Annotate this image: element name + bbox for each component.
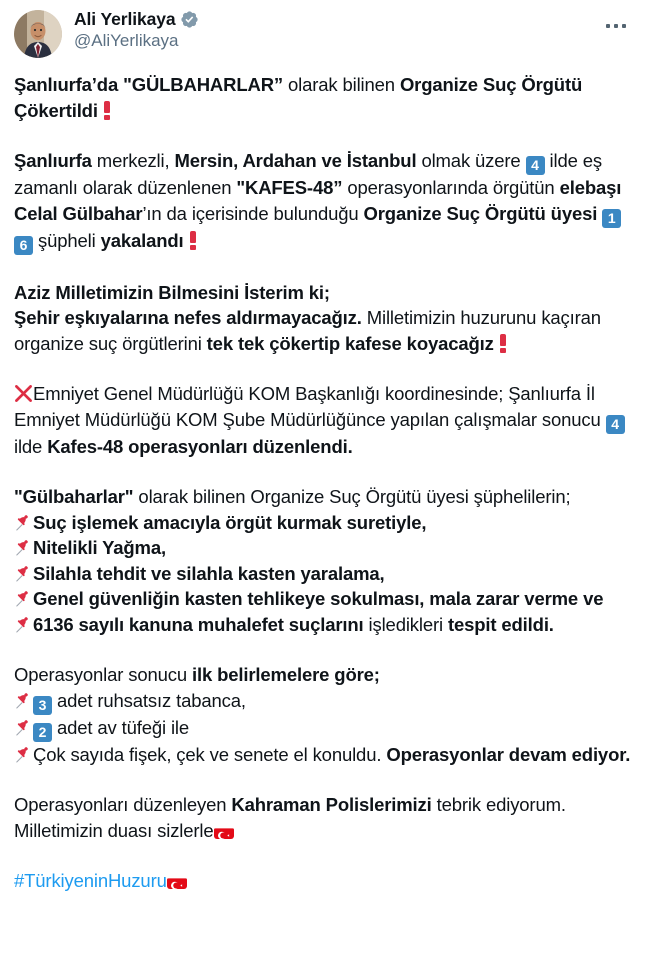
- exclamation-dot: [500, 348, 506, 353]
- more-options-icon[interactable]: [600, 14, 632, 38]
- author-identity: [74, 8, 199, 52]
- red-exclamation-mark-icon: [98, 101, 116, 120]
- author-display-name[interactable]: Ali Yerlikaya: [74, 9, 176, 29]
- keycap-digit-three-icon: 3: [33, 696, 52, 715]
- avatar[interactable]: [14, 10, 62, 58]
- avatar-photo-icon: [14, 10, 62, 58]
- text-bold: Kahraman Polislerimizi: [231, 794, 432, 815]
- pushpin-icon: [14, 615, 33, 635]
- paragraph-p1: [14, 72, 636, 123]
- paragraph-p4: [14, 381, 636, 459]
- pushpin-icon: [14, 745, 33, 765]
- text-normal: şüpheli: [33, 229, 101, 251]
- verified-badge-icon: [180, 10, 199, 29]
- text-bold: "Gülbaharlar": [14, 486, 134, 507]
- text-normal: ilde: [14, 435, 48, 457]
- more-dot: [622, 24, 626, 28]
- text-bold: Şehir eşkıyalarına nefes aldırmayacağız.: [14, 307, 362, 328]
- text-normal: ’ın da içerisinde bulunduğu: [142, 202, 364, 224]
- text-normal: Operasyonlar sonucu: [14, 664, 192, 685]
- text-normal: Operasyonları düzenleyen: [14, 794, 232, 815]
- exclamation-dot: [104, 115, 110, 120]
- text-bold: Kafes-48 operasyonları düzenlendi.: [47, 435, 353, 457]
- red-exclamation-mark-icon: [184, 231, 202, 250]
- text-bold: "KAFES-48”: [236, 177, 343, 198]
- exclamation-dot: [190, 245, 196, 250]
- text-bold: elebaşı Celal Gülbahar: [14, 177, 622, 224]
- text-normal: olmak üzere: [416, 150, 526, 171]
- paragraph-p5: [14, 484, 636, 637]
- text-normal: adet ruhsatsız tabanca,: [52, 689, 246, 711]
- paragraph-p8: [14, 868, 636, 894]
- flag-turkey-icon: [214, 824, 234, 839]
- pushpin-icon: [14, 718, 33, 738]
- exclamation-bar: [190, 231, 196, 243]
- text-bold: tespit edildi.: [447, 613, 554, 635]
- paragraph-p3: [14, 280, 636, 357]
- red-exclamation-mark-icon: [494, 334, 512, 353]
- exclamation-bar: [500, 334, 506, 346]
- paragraph-p7: [14, 792, 636, 843]
- paragraph-p6: [14, 662, 636, 767]
- exclamation-bar: [104, 101, 110, 113]
- text-bold: Mersin, Ardahan ve İstanbul: [174, 150, 417, 171]
- text-normal: Emniyet Genel Müdürlüğü KOM Başkanlığı koordinesinde; Şanlıurfa İl Emniyet Müdürlüğü KOM Şube Müdürlüğünce yapılan çalışmalar sonucu: [14, 383, 606, 430]
- text-normal: işledikleri: [363, 613, 448, 635]
- more-dot: [606, 24, 610, 28]
- text-normal: olarak bilinen: [283, 74, 400, 95]
- text-bold: Silahla tehdit ve silahla kasten yaralama,: [33, 562, 385, 584]
- text-bold: Organize Suç Örgütü üyesi: [363, 202, 603, 224]
- text-normal: ilde eş zamanlı olarak düzenlenen: [14, 150, 602, 198]
- text-bold: Nitelikli Yağma,: [33, 537, 166, 558]
- text-normal: Milletimizin huzurunu kaçıran organize suç örgütlerini: [14, 307, 601, 354]
- author-name-row[interactable]: [74, 9, 199, 29]
- paragraph-p2: [14, 148, 636, 255]
- pushpin-icon: [14, 691, 33, 711]
- text-bold: Organize Suç Örgütü Çökertildi: [14, 74, 583, 121]
- text-normal: olarak bilinen Organize Suç Örgütü üyesi şüphelilerin;: [133, 486, 571, 507]
- author-handle[interactable]: @AliYerlikaya: [74, 31, 179, 51]
- pushpin-icon: [14, 589, 33, 609]
- text-bold: Suç işlemek amacıyla örgüt kurmak suretiyle,: [33, 511, 427, 533]
- text-normal: merkezli,: [91, 150, 175, 171]
- keycap-digit-four-icon: 4: [526, 156, 545, 175]
- text-bold: tek tek çökertip kafese koyacağız: [206, 332, 494, 354]
- pushpin-icon: [14, 513, 33, 533]
- text-bold: yakalandı: [100, 229, 184, 251]
- keycap-digit-six-icon: 6: [14, 236, 33, 255]
- text-bold: Şanlıurfa: [14, 150, 92, 171]
- text-bold: Operasyonlar devam ediyor.: [386, 743, 631, 765]
- pushpin-icon: [14, 564, 33, 584]
- text-normal: adet av tüfeği ile: [52, 716, 190, 738]
- text-bold: ilk belirlemelere göre;: [192, 664, 380, 685]
- keycap-digit-one-icon: 1: [602, 209, 621, 228]
- text-bold: Genel güvenliğin kasten tehlikeye sokulması, mala zarar verme ve: [33, 588, 604, 609]
- keycap-digit-four-icon: 4: [606, 415, 625, 434]
- post-text-body: [14, 72, 636, 894]
- keycap-digit-two-icon: 2: [33, 723, 52, 742]
- pushpin-icon: [14, 538, 33, 558]
- text-normal: tebrik ediyorum.: [431, 794, 566, 815]
- cross-mark-icon: [14, 384, 33, 403]
- more-dot: [614, 24, 618, 28]
- flag-turkey-icon: [167, 874, 187, 889]
- text-normal: Çok sayıda fişek, çek ve senete el konuldu.: [33, 743, 387, 765]
- text-normal: Milletimizin duası sizlerle: [14, 819, 214, 841]
- text-normal: operasyonlarında örgütün: [342, 177, 560, 198]
- text-bold: 6136 sayılı kanuna muhalefet suçlarını: [33, 613, 364, 635]
- text-bold: Şanlıurfa’da "GÜLBAHARLAR”: [14, 74, 284, 95]
- hashtag-link[interactable]: #TürkiyeninHuzuru: [14, 870, 167, 891]
- post-header: [14, 8, 636, 66]
- text-bold: Aziz Milletimizin Bilmesini İsterim ki;: [14, 281, 330, 303]
